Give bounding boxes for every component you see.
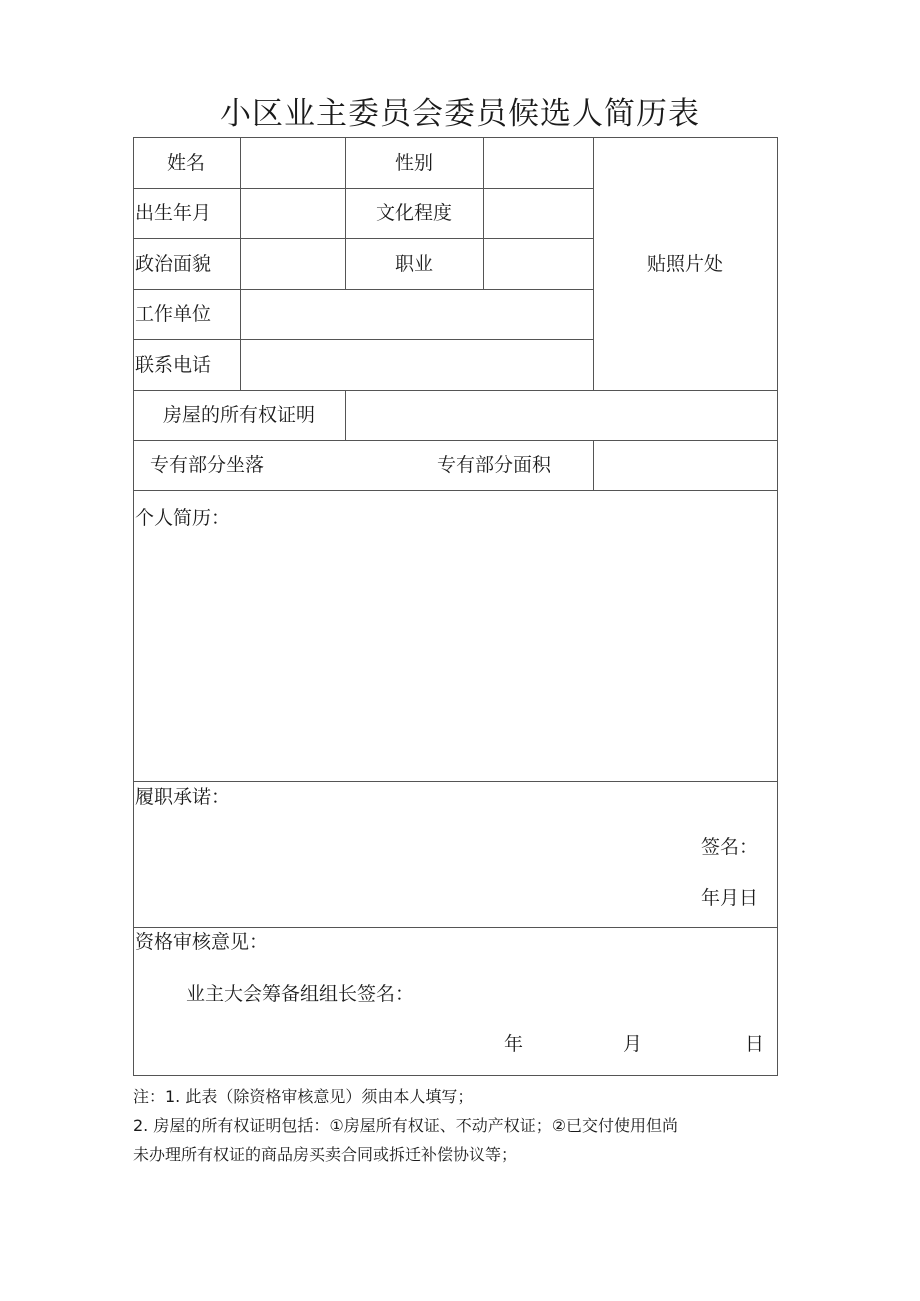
border-left — [133, 137, 134, 1076]
row-divider — [133, 390, 778, 391]
property-location-label: 专有部分坐落 — [150, 454, 265, 476]
commitment-date-label: 年月日 — [701, 887, 759, 909]
border-bottom — [133, 1075, 778, 1076]
name-label: 姓名 — [166, 152, 206, 174]
candidate-resume-form — [133, 137, 778, 1075]
note-line-1: 注：1. 此表（除资格审核意见）须由本人填写； — [133, 1087, 474, 1106]
form-notes — [133, 1082, 783, 1169]
gender-label: 性别 — [394, 152, 434, 174]
col-divider — [593, 440, 594, 490]
photo-placeholder-label: 贴照片处 — [646, 253, 724, 275]
row-divider — [133, 188, 593, 189]
occupation-label: 职业 — [394, 253, 434, 275]
leader-signature-label: 业主大会筹备组组长签名： — [186, 983, 415, 1005]
col-divider — [240, 137, 241, 390]
signature-label: 签名： — [701, 836, 759, 858]
col-divider — [345, 390, 346, 440]
row-divider — [133, 238, 593, 239]
workplace-label: 工作单位 — [135, 303, 212, 325]
politics-label: 政治面貌 — [135, 253, 212, 275]
col-divider — [593, 137, 594, 390]
ownership-proof-label: 房屋的所有权证明 — [162, 404, 316, 426]
commitment-label: 履职承诺： — [135, 786, 231, 808]
review-year-label: 年 — [504, 1033, 524, 1055]
border-right — [777, 137, 778, 1076]
row-divider — [133, 440, 778, 441]
review-opinion-label: 资格审核意见： — [135, 931, 269, 953]
row-divider — [133, 927, 778, 928]
note-line-3: 未办理所有权证的商品房买卖合同或拆迁补偿协议等； — [133, 1145, 518, 1164]
resume-label: 个人简历： — [135, 507, 231, 529]
education-label: 文化程度 — [375, 202, 453, 224]
col-divider — [345, 137, 346, 289]
phone-label: 联系电话 — [135, 354, 212, 376]
row-divider — [133, 490, 778, 491]
col-divider — [483, 137, 484, 289]
row-divider — [133, 339, 593, 340]
property-area-label: 专有部分面积 — [437, 454, 552, 476]
review-day-label: 日 — [745, 1033, 765, 1055]
note-line-2: 2. 房屋的所有权证明包括：①房屋所有权证、不动产权证；②已交付使用但尚 — [133, 1116, 679, 1135]
row-divider — [133, 781, 778, 782]
review-month-label: 月 — [623, 1033, 643, 1055]
page-title: 小区业主委员会委员候选人简历表 — [220, 96, 700, 132]
border-top — [133, 137, 778, 138]
birth-label: 出生年月 — [135, 202, 212, 224]
row-divider — [133, 289, 593, 290]
